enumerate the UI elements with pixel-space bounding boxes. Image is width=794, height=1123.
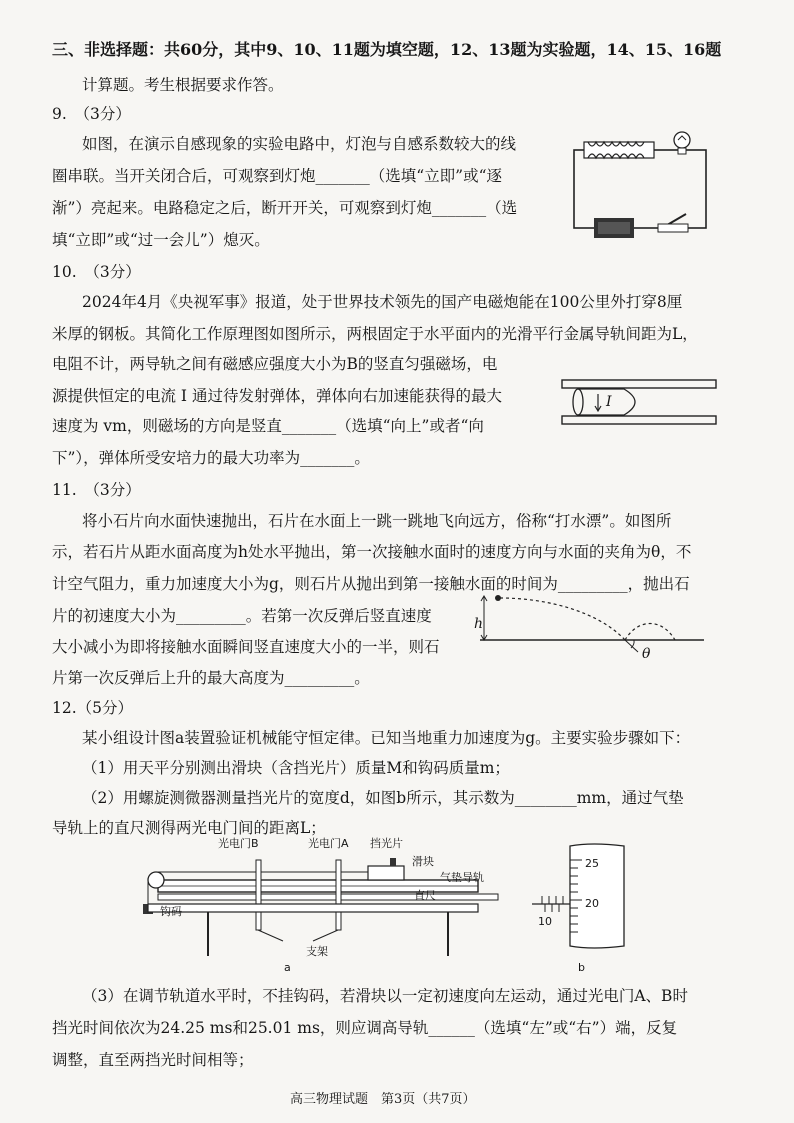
q10-line: 米厚的钢板。其简化工作原理图如图所示，两根固定于水平面内的光滑平行金属导轨间距为L， [52,325,698,343]
railgun-figure [560,372,720,432]
q12-line: 导轨上的直尺测得两光电门间的距离L； [52,819,326,837]
q9-header: 9. （3分） [52,105,131,123]
label-ruler: 直尺 [414,889,436,902]
label-slider: 滑块 [412,855,434,868]
section-title-line2: 计算题。考生根据要求作答。 [82,76,284,94]
q10-line: 源提供恒定的电流 I 通过待发射弹体，弹体向右加速能获得的最大 [52,387,502,405]
figure-b-caption: b [578,961,585,974]
q12-line: （1）用天平分别测出滑块（含挡光片）质量M和钩码质量m； [82,759,510,777]
label-track: 气垫导轨 [440,871,484,884]
micrometer-tick-20: 20 [585,897,599,910]
q12-header: 12.（5分） [52,699,134,717]
q9-line: 填“立即”或“过一会儿”）熄灭。 [52,231,270,249]
page-footer: 高三物理试题 第3页（共7页） [290,1092,476,1107]
q9-line: 圈串联。当开关闭合后，可观察到灯炮_______（选填“立即”或“逐 [52,167,503,185]
micrometer-tick-25: 25 [585,857,599,870]
angle-label: θ [642,646,651,662]
q10-line: 电阻不计，两导轨之间有磁感应强度大小为B的竖直匀强磁场，电 [52,355,498,373]
q10-header: 10. （3分） [52,263,141,281]
q11-line: 大小减小为即将接触水面瞬间竖直速度大小的一半，则石 [52,638,440,656]
q9-line: 如图，在演示自感现象的实验电路中，灯泡与自感系数较大的线 [82,135,517,153]
air-track-figure [128,846,528,976]
height-label: h [474,616,484,632]
self-inductance-circuit-figure [566,128,716,242]
q11-line: 计空气阻力，重力加速度大小为g，则石片从抛出到第一接触水面的时间为_________，抛出石 [52,575,690,593]
label-gate-b: 光电门B [218,837,259,850]
section-title-line1: 三、非选择题：共60分，其中9、10、11题为填空题，12、13题为实验题，14、15、16题 [52,40,722,59]
q11-line: 片第一次反弹后上升的最大高度为_________。 [52,669,370,687]
q12-line: 某小组设计图a装置验证机械能守恒定律。已知当地重力加速度为g。主要实验步骤如下： [82,729,691,747]
micrometer-figure [532,840,632,952]
q11-header: 11. （3分） [52,481,141,499]
q12-line: （2）用螺旋测微器测量挡光片的宽度d，如图b所示，其示数为________mm，通过气垫 [82,789,684,807]
q12-step3-line: 调整，直至两挡光时间相等； [52,1051,254,1069]
figure-a-caption: a [284,961,291,974]
skipping-stone-figure [470,588,710,668]
q9-line: 渐”）亮起来。电路稳定之后，断开开关，可观察到灯炮_______（选 [52,199,518,217]
q11-line: 示，若石片从距水面高度为h处水平抛出，第一次接触水面时的速度方向与水面的夹角为θ，不 [52,543,692,561]
label-shutter: 挡光片 [370,837,403,850]
q12-step3-line: 挡光时间依次为24.25 ms和25.01 ms，则应调高导轨______（选填“左”或“右”）端，反复 [52,1019,678,1037]
micrometer-tick-10: 10 [538,915,552,928]
label-weight: 钩码 [160,905,182,918]
q10-line: 速度为 vm，则磁场的方向是竖直_______（选填“向上”或者“向 [52,417,484,435]
q10-line: 下”），弹体所受安培力的最大功率为_______。 [52,449,370,467]
q11-line: 将小石片向水面快速抛出，石片在水面上一跳一跳地飞向远方，俗称“打水漂”。如图所 [82,512,672,530]
railgun-current-label: I [606,394,612,410]
label-stand: 支架 [306,945,328,958]
label-gate-a: 光电门A [308,837,349,850]
q10-line: 2024年4月《央视军事》报道，处于世界技术领先的国产电磁炮能在100公里外打穿8厘 [82,293,683,311]
q11-line: 片的初速度大小为_________。若第一次反弹后竖直速度 [52,607,432,625]
q12-step3-line: （3）在调节轨道水平时，不挂钩码，若滑块以一定初速度向左运动，通过光电门A、B时 [82,987,688,1005]
